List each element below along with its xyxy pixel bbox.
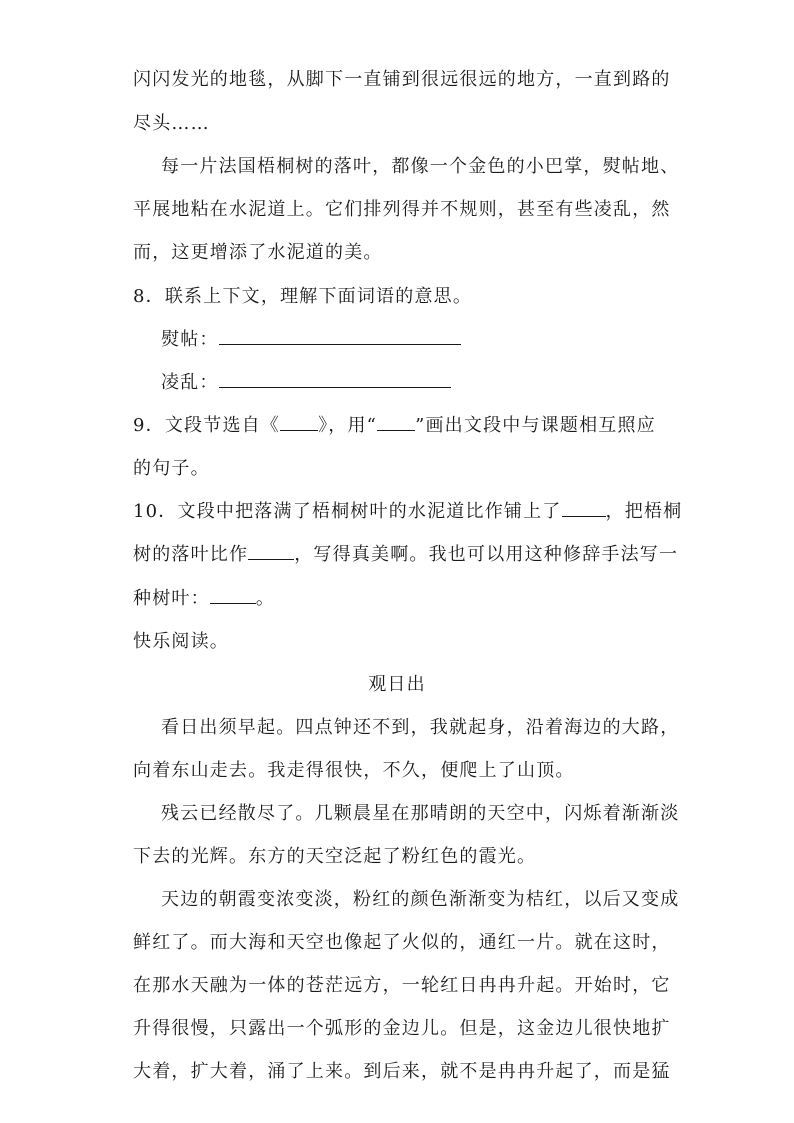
question-9-text-3: ”画出文段中与课题相互照应 [415,415,656,436]
passage2-p3-line-4: 升得很慢，只露出一个弧形的金边儿。但是，这金边儿很快地扩 [133,1018,671,1039]
passage2-p2-line-2: 下去的光辉。东方的天空泛起了粉红色的霞光。 [133,846,537,867]
answer-blank[interactable] [219,326,461,345]
passage1-line-1: 闪闪发光的地毯，从脚下一直铺到很远很远的地方，一直到路的 [133,69,671,90]
question-10-text-3: 树的落叶比作 [133,544,249,565]
question-9-line-2: 的句子。 [133,458,210,479]
answer-blank[interactable] [219,369,451,388]
passage-title: 观日出 [368,674,426,695]
question-9-line-1 [133,412,673,440]
answer-blank[interactable] [210,585,256,604]
question-8-item-2 [161,369,701,397]
passage1-line-2: 尽头…… [133,113,210,134]
passage2-p1-line-2: 向着东山走去。我走得很快，不久，便爬上了山顶。 [133,760,575,781]
passage2-p3-line-1: 天边的朝霞变浓变淡，粉红的颜色渐渐变为桔红，以后又变成 [161,889,680,910]
passage2-p3-line-5: 大着，扩大着，涌了上来。到后来，就不是冉冉升起了，而是猛 [133,1061,671,1082]
question-10-text-4: ，写得真美啊。我也可以用这种修辞手法写一 [294,544,679,565]
question-8-word-2: 凌乱： [161,372,219,393]
question-9-text-2: 》，用“ [318,415,378,436]
passage1-line-3: 每一片法国梧桐树的落叶，都像一个金色的小巴掌，熨帖地、 [161,156,680,177]
passage2-p3-line-2: 鲜红了。而大海和天空也像起了火似的，通红一片。就在这时， [133,932,671,953]
question-10-text-1: 10．文段中把落满了梧桐树叶的水泥道比作铺上了 [133,501,562,522]
passage1-line-5: 而，这更增添了水泥道的美。 [133,242,383,263]
question-8-item-1 [161,326,701,354]
question-10-text-2: ，把梧桐 [605,501,683,522]
question-10-line-2 [133,541,679,569]
answer-blank[interactable] [562,498,606,517]
passage2-p2-line-1: 残云已经散尽了。几颗晨星在那晴朗的天空中，闪烁着渐渐淡 [161,803,680,824]
section-heading: 快乐阅读。 [133,631,229,652]
question-8-prompt: 8．联系上下文，理解下面词语的意思。 [133,286,473,307]
passage2-p1-line-1: 看日出须早起。四点钟还不到，我就起身，沿着海边的大路， [161,717,680,738]
answer-blank[interactable] [377,412,415,431]
question-8-word-1: 熨帖： [161,329,219,350]
question-10-text-5: 种树叶： [133,588,210,609]
passage1-line-4: 平展地粘在水泥道上。它们排列得并不规则，甚至有些凌乱，然 [133,199,671,220]
question-10-text-6: 。 [255,588,276,609]
question-10-line-1 [133,498,683,526]
passage2-p3-line-3: 在那水天融为一体的苍茫远方，一轮红日冉冉升起。开始时，它 [133,975,671,996]
question-9-text-1: 9．文段节选自《 [133,415,281,436]
answer-blank[interactable] [280,412,318,431]
question-10-line-3 [133,585,673,613]
answer-blank[interactable] [248,541,294,560]
